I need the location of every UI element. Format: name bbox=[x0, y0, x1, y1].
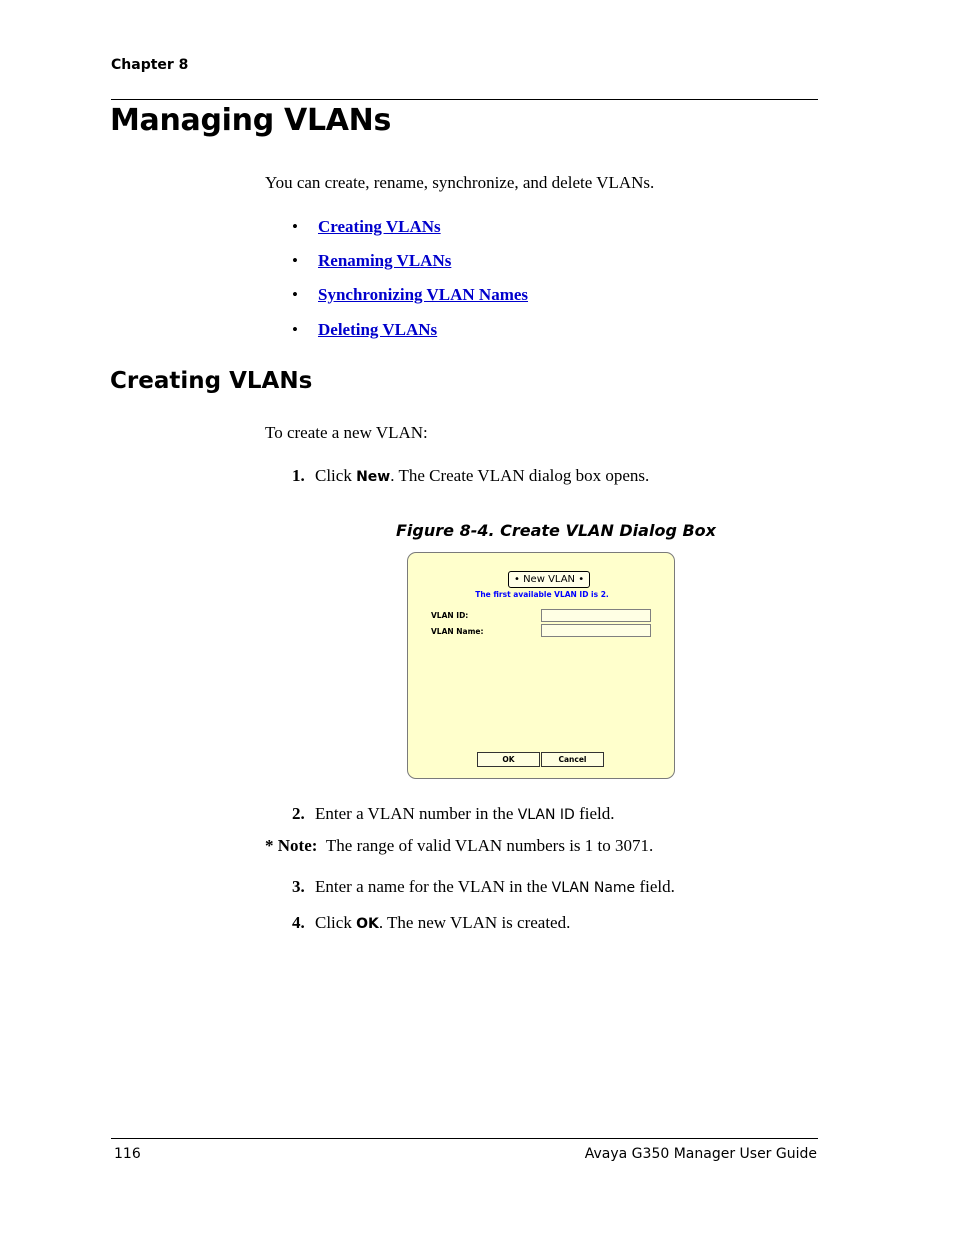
section-heading: Creating VLANs bbox=[110, 368, 313, 394]
cancel-button[interactable]: Cancel bbox=[541, 752, 604, 767]
ui-term: New bbox=[356, 469, 391, 485]
step-4: 4. Click OK. The new VLAN is created. bbox=[292, 913, 571, 932]
dialog-title: • New VLAN • bbox=[508, 571, 590, 588]
bullet-icon: • bbox=[292, 320, 298, 339]
dialog-info-text: The first available VLAN ID is 2. bbox=[475, 590, 609, 599]
footer-rule bbox=[111, 1138, 818, 1139]
note-text: The range of valid VLAN numbers is 1 to 3071. bbox=[325, 836, 654, 855]
list-item bbox=[292, 320, 437, 340]
link-synchronizing-vlan-names[interactable]: Synchronizing VLAN Names bbox=[318, 285, 529, 304]
bullet-icon: • bbox=[292, 251, 298, 270]
figure-caption: Figure 8-4. Create VLAN Dialog Box bbox=[396, 521, 716, 540]
ui-term: VLAN ID bbox=[517, 807, 575, 823]
guide-title: Avaya G350 Manager User Guide bbox=[584, 1146, 817, 1162]
intro-text: You can create, rename, synchronize, and delete VLANs. bbox=[265, 173, 655, 192]
list-item bbox=[292, 285, 528, 305]
link-renaming-vlans[interactable]: Renaming VLANs bbox=[318, 251, 452, 270]
link-creating-vlans[interactable]: Creating VLANs bbox=[318, 217, 441, 236]
vlan-name-label: VLAN Name: bbox=[431, 627, 484, 636]
ui-term: OK bbox=[356, 916, 379, 932]
ui-term: VLAN Name bbox=[551, 880, 636, 896]
vlan-id-input[interactable] bbox=[541, 609, 651, 622]
note bbox=[265, 836, 653, 856]
vlan-id-label: VLAN ID: bbox=[431, 611, 469, 620]
list-item bbox=[292, 251, 451, 271]
bullet-icon: • bbox=[292, 285, 298, 304]
section-lead: To create a new VLAN: bbox=[265, 423, 428, 442]
step-3: 3. Enter a name for the VLAN in the VLAN Name field. bbox=[292, 877, 675, 896]
link-deleting-vlans[interactable]: Deleting VLANs bbox=[318, 320, 438, 339]
list-item bbox=[292, 217, 441, 237]
note-label: * Note: bbox=[265, 836, 318, 855]
page-title: Managing VLANs bbox=[110, 103, 392, 138]
step-1: 1. Click New. The Create VLAN dialog box opens. bbox=[292, 466, 650, 485]
step-2: 2. Enter a VLAN number in the VLAN ID field. bbox=[292, 804, 615, 823]
bullet-icon: • bbox=[292, 217, 298, 236]
page-number: 116 bbox=[114, 1146, 141, 1162]
vlan-name-input[interactable] bbox=[541, 624, 651, 637]
ok-button[interactable]: OK bbox=[477, 752, 540, 767]
create-vlan-dialog bbox=[407, 552, 675, 779]
header-rule bbox=[111, 99, 818, 100]
chapter-label: Chapter 8 bbox=[111, 57, 189, 73]
